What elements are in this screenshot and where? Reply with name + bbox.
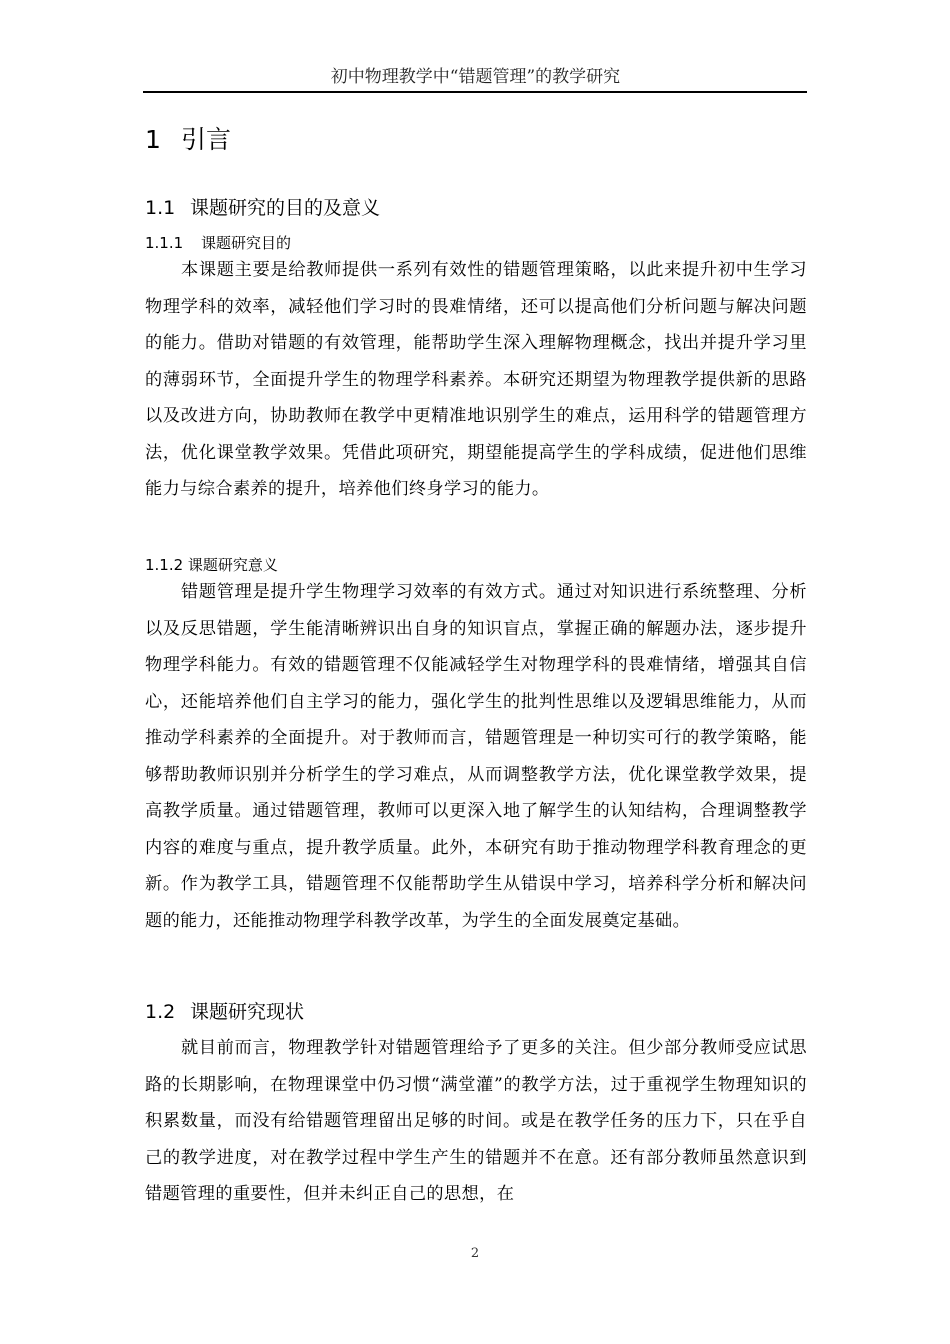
paragraph-research-purpose: 本课题主要是给教师提供一系列有效性的错题管理策略，以此来提升初中生学习物理学科的效率，减轻他们学习时的畏难情绪，还可以提高他们分析问题与解决问题的能力。借助对错题的有效管理，能帮助学生深入理解物理概念，找出并提升学习里的薄弱环节，全面提升学生的物理学科素养。本研究还期望为物理教学提供新的思路以及改进方向，协助教师在教学中更精准地识别学生的难点，运用科学的错题管理方法，优化课堂教学效果。凭借此项研究，期望能提高学生的学科成绩，促进他们思维能力与综合素养的提升，培养他们终身学习的能力。	[145, 260, 807, 499]
running-header: 初中物理教学中“错题管理”的教学研究	[330, 67, 621, 87]
chapter-number: 1	[145, 125, 161, 154]
section-title: 课题研究现状	[190, 1001, 305, 1023]
chapter-title: 引言	[181, 125, 232, 154]
paragraph-research-status: 就目前而言，物理教学针对错题管理给予了更多的关注。但少部分教师受应试思路的长期影响，在物理课堂中仍习惯“满堂灌”的教学方法，过于重视学生物理知识的积累数量，而没有给错题管理留出足够的时间。或是在教学任务的压力下，只在乎自己的教学进度，对在教学过程中学生产生的错题并不在意。还有部分教师虽然意识到错题管理的重要性，但并未纠正自己的思想，在	[145, 1038, 807, 1204]
section-title: 课题研究的目的及意义	[190, 197, 381, 219]
paragraph-research-significance: 错题管理是提升学生物理学习效率的有效方式。通过对知识进行系统整理、分析以及反思错题，学生能清晰辨识出自身的知识盲点，掌握正确的解题办法，逐步提升物理学科能力。有效的错题管理不仅能减轻学生对物理学科的畏难情绪，增强其自信心，还能培养他们自主学习的能力，强化学生的批判性思维以及逻辑思维能力，从而推动学科素养的全面提升。对于教师而言，错题管理是一种切实可行的教学策略，能够帮助教师识别并分析学生的学习难点，从而调整教学方法，优化课堂教学效果，提高教学质量。通过错题管理，教师可以更深入地了解学生的认知结构，合理调整教学内容的难度与重点，提升教学质量。此外，本研究有助于推动物理学科教育理念的更新。作为教学工具，错题管理不仅能帮助学生从错误中学习，培养科学分析和解决问题的能力，还能推动物理学科教学改革，为学生的全面发展奠定基础。	[145, 582, 807, 931]
section-number: 1.2	[145, 1001, 176, 1023]
section-heading-1-2	[145, 998, 304, 1026]
section-number: 1.1	[145, 197, 176, 219]
section-heading-1-1	[145, 194, 380, 222]
subsection-title: 课题研究目的	[201, 234, 292, 252]
subsection-heading-1-1-1	[145, 232, 291, 254]
subsection-heading-1-1-2: 1.1.2 课题研究意义	[145, 556, 278, 574]
header-rule	[143, 91, 807, 93]
page-number: 2	[470, 1246, 480, 1261]
chapter-heading	[145, 122, 231, 158]
subsection-number: 1.1.1	[145, 234, 184, 252]
